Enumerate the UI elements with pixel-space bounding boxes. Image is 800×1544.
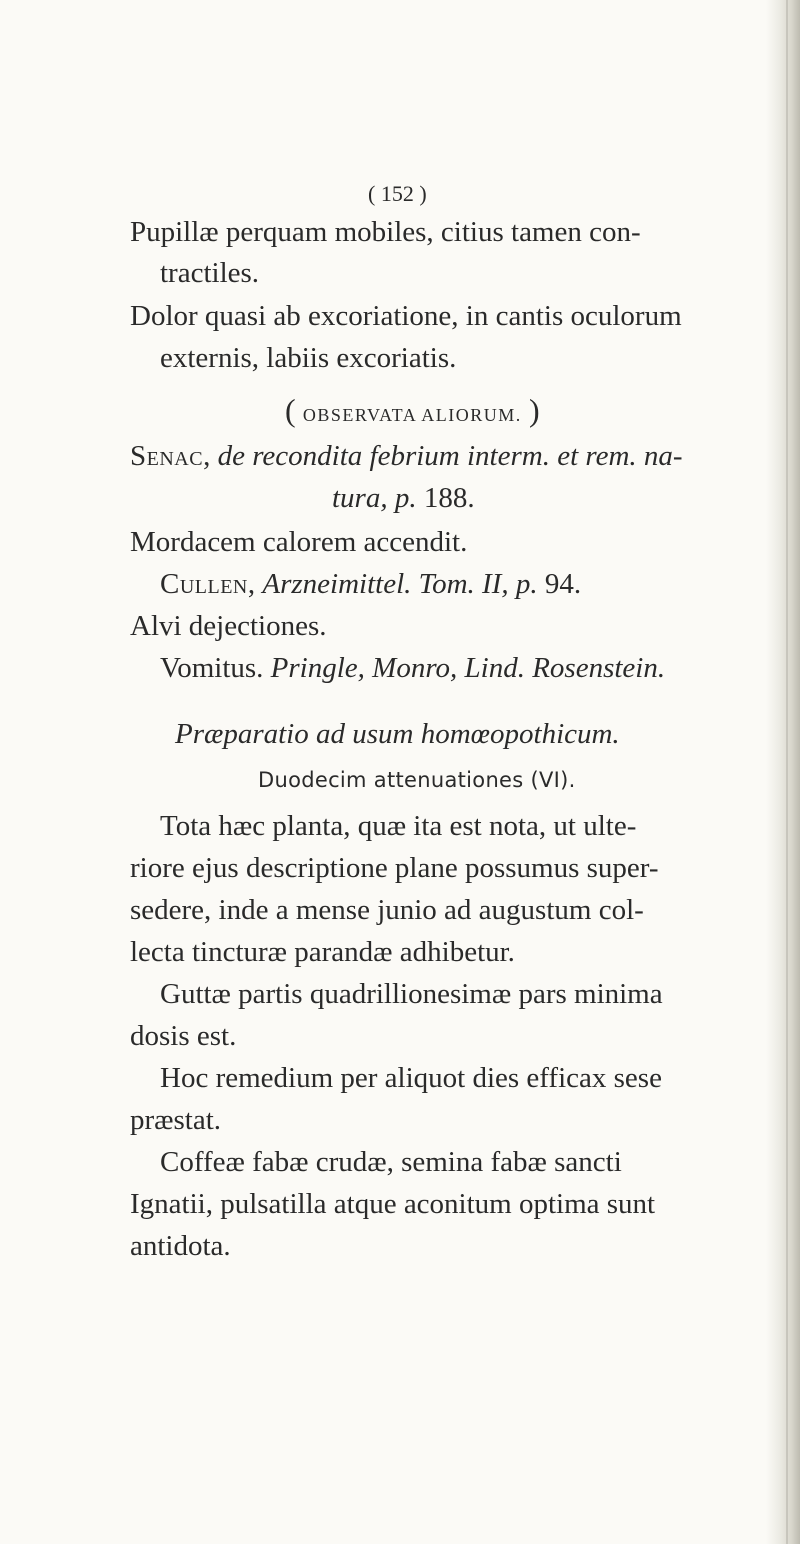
section-heading [285, 392, 540, 433]
attenuation-line: Duodecim attenuationes (VI). [258, 768, 576, 792]
work-title: de recondita febrium interm. et rem. na- [217, 440, 683, 472]
authors: Pringle, Monro, Lind. Rosenstein. [270, 652, 666, 684]
page-ref: 188. [423, 482, 475, 514]
separator: , [247, 568, 256, 600]
author-name: Senac [130, 440, 204, 472]
text-line: præstat. [130, 1104, 222, 1136]
page-edge-shadow [766, 0, 800, 1544]
page-edge-line [786, 0, 788, 1544]
work-title: Arzneimittel. Tom. II, p. [262, 568, 538, 600]
page-ref: 94. [544, 568, 582, 600]
text-line: Dolor quasi ab excoriatione, in cantis oculorum [130, 300, 682, 332]
text-line: tractiles. [160, 257, 260, 289]
text-line: externis, labiis excoriatis. [160, 342, 457, 374]
text-line: lecta tincturæ parandæ adhibetur. [130, 936, 515, 968]
text-line: antidota. [130, 1230, 231, 1262]
heading-open-paren: ( [285, 392, 296, 428]
separator: , [203, 440, 211, 472]
text-line: Coffeæ fabæ crudæ, semina fabæ sancti [160, 1146, 622, 1178]
reference-senac-cont [332, 480, 475, 516]
text-line: Ignatii, pulsatilla atque aconitum optima sunt [130, 1188, 656, 1220]
text-line: Alvi dejectiones. [130, 610, 327, 642]
preparation-heading: Præparatio ad usum homœopothicum. [175, 718, 620, 750]
text-line: Tota hæc planta, quæ ita est nota, ut ulte- [160, 810, 637, 842]
heading-close-paren: ) [528, 392, 540, 428]
heading-label: OBSERVATA ALIORUM. [302, 405, 522, 425]
text-line: dosis est. [130, 1020, 237, 1052]
reference-cullen [160, 566, 581, 602]
text-line: Guttæ partis quadrillionesimæ pars minima [160, 978, 663, 1010]
text-line: Hoc remedium per aliquot dies efficax sese [160, 1062, 662, 1094]
text-line: Pupillæ perquam mobiles, citius tamen con- [130, 216, 641, 248]
work-title-cont: tura, p. [332, 482, 417, 514]
text-line: Mordacem calorem accendit. [130, 526, 468, 558]
page-number: ( 152 ) [368, 181, 427, 206]
text-line: sedere, inde a mense junio ad augustum col- [130, 894, 644, 926]
symptom-word: Vomitus. [160, 652, 264, 684]
reference-vomitus [160, 650, 665, 686]
reference-senac [130, 438, 683, 474]
text-line: riore ejus descriptione plane possumus super- [130, 852, 659, 884]
author-name: Cullen [160, 568, 248, 600]
